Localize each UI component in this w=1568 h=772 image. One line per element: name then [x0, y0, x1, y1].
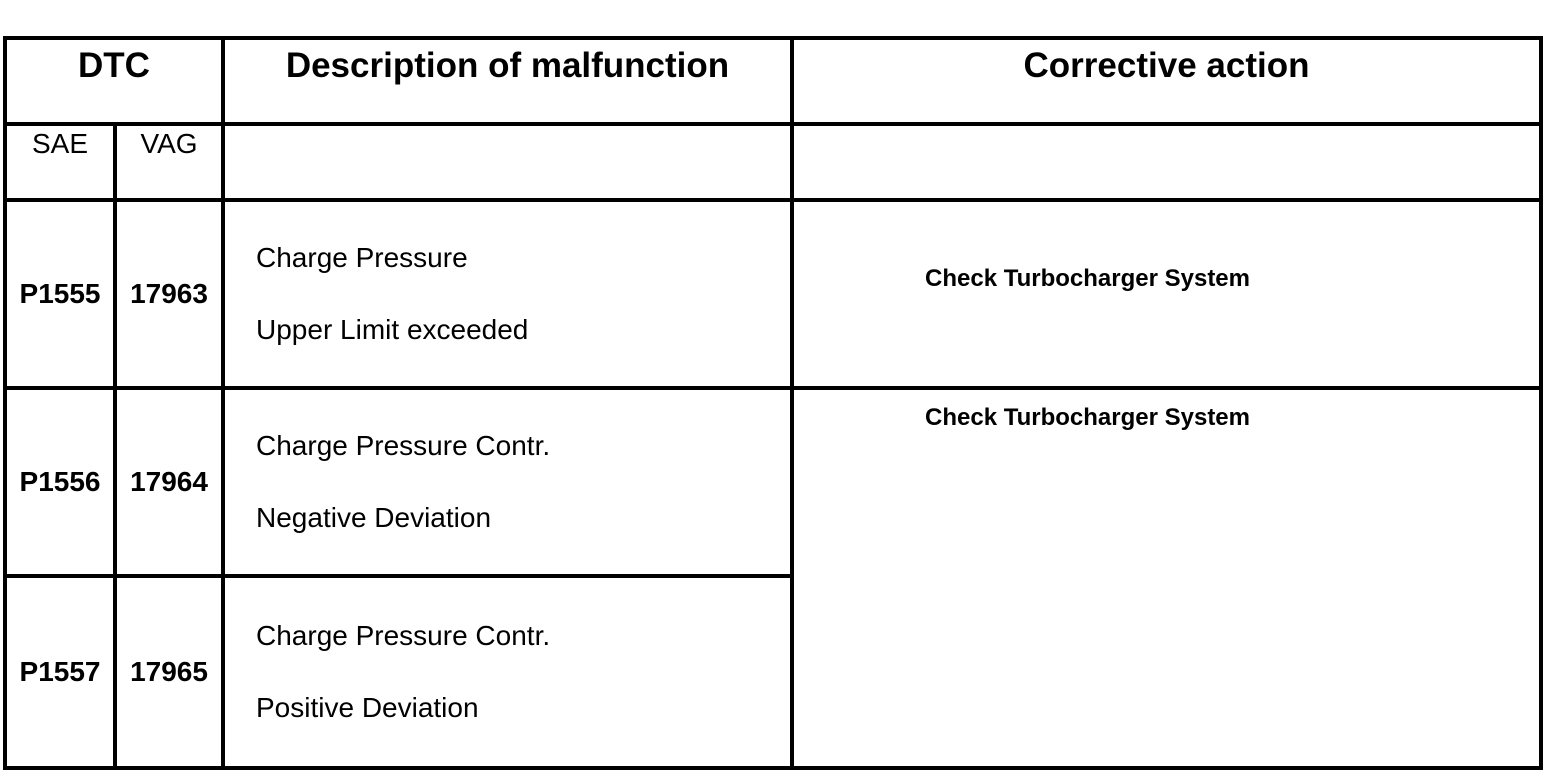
vag-code: 17964	[115, 388, 223, 576]
subheader-sae: SAE	[5, 124, 115, 200]
malfunction-description	[223, 576, 792, 768]
description-line-2: Upper Limit exceeded	[256, 314, 529, 345]
table-row	[5, 388, 1541, 576]
corrective-action: Check Turbocharger System	[792, 200, 1541, 388]
header-description: Description of malfunction	[223, 38, 792, 124]
table-row	[5, 200, 1541, 388]
subheader-vag: VAG	[115, 124, 223, 200]
description-line-2: Positive Deviation	[256, 692, 479, 723]
dtc-table	[3, 36, 1543, 770]
sae-code: P1556	[5, 388, 115, 576]
corrective-action: Check Turbocharger System	[792, 388, 1541, 768]
malfunction-description	[223, 388, 792, 576]
description-line-1: Charge Pressure Contr.	[256, 620, 551, 651]
description-line-1: Charge Pressure	[256, 242, 468, 273]
vag-code: 17963	[115, 200, 223, 388]
subheader-description-empty	[223, 124, 792, 200]
description-line-2: Negative Deviation	[256, 502, 492, 533]
subheader-action-empty	[792, 124, 1541, 200]
subheader-row	[5, 124, 1541, 200]
sae-code: P1557	[5, 576, 115, 768]
header-dtc: DTC	[5, 38, 223, 124]
vag-code: 17965	[115, 576, 223, 768]
header-corrective-action: Corrective action	[792, 38, 1541, 124]
malfunction-description	[223, 200, 792, 388]
header-row	[5, 38, 1541, 124]
description-line-1: Charge Pressure Contr.	[256, 430, 551, 461]
sae-code: P1555	[5, 200, 115, 388]
